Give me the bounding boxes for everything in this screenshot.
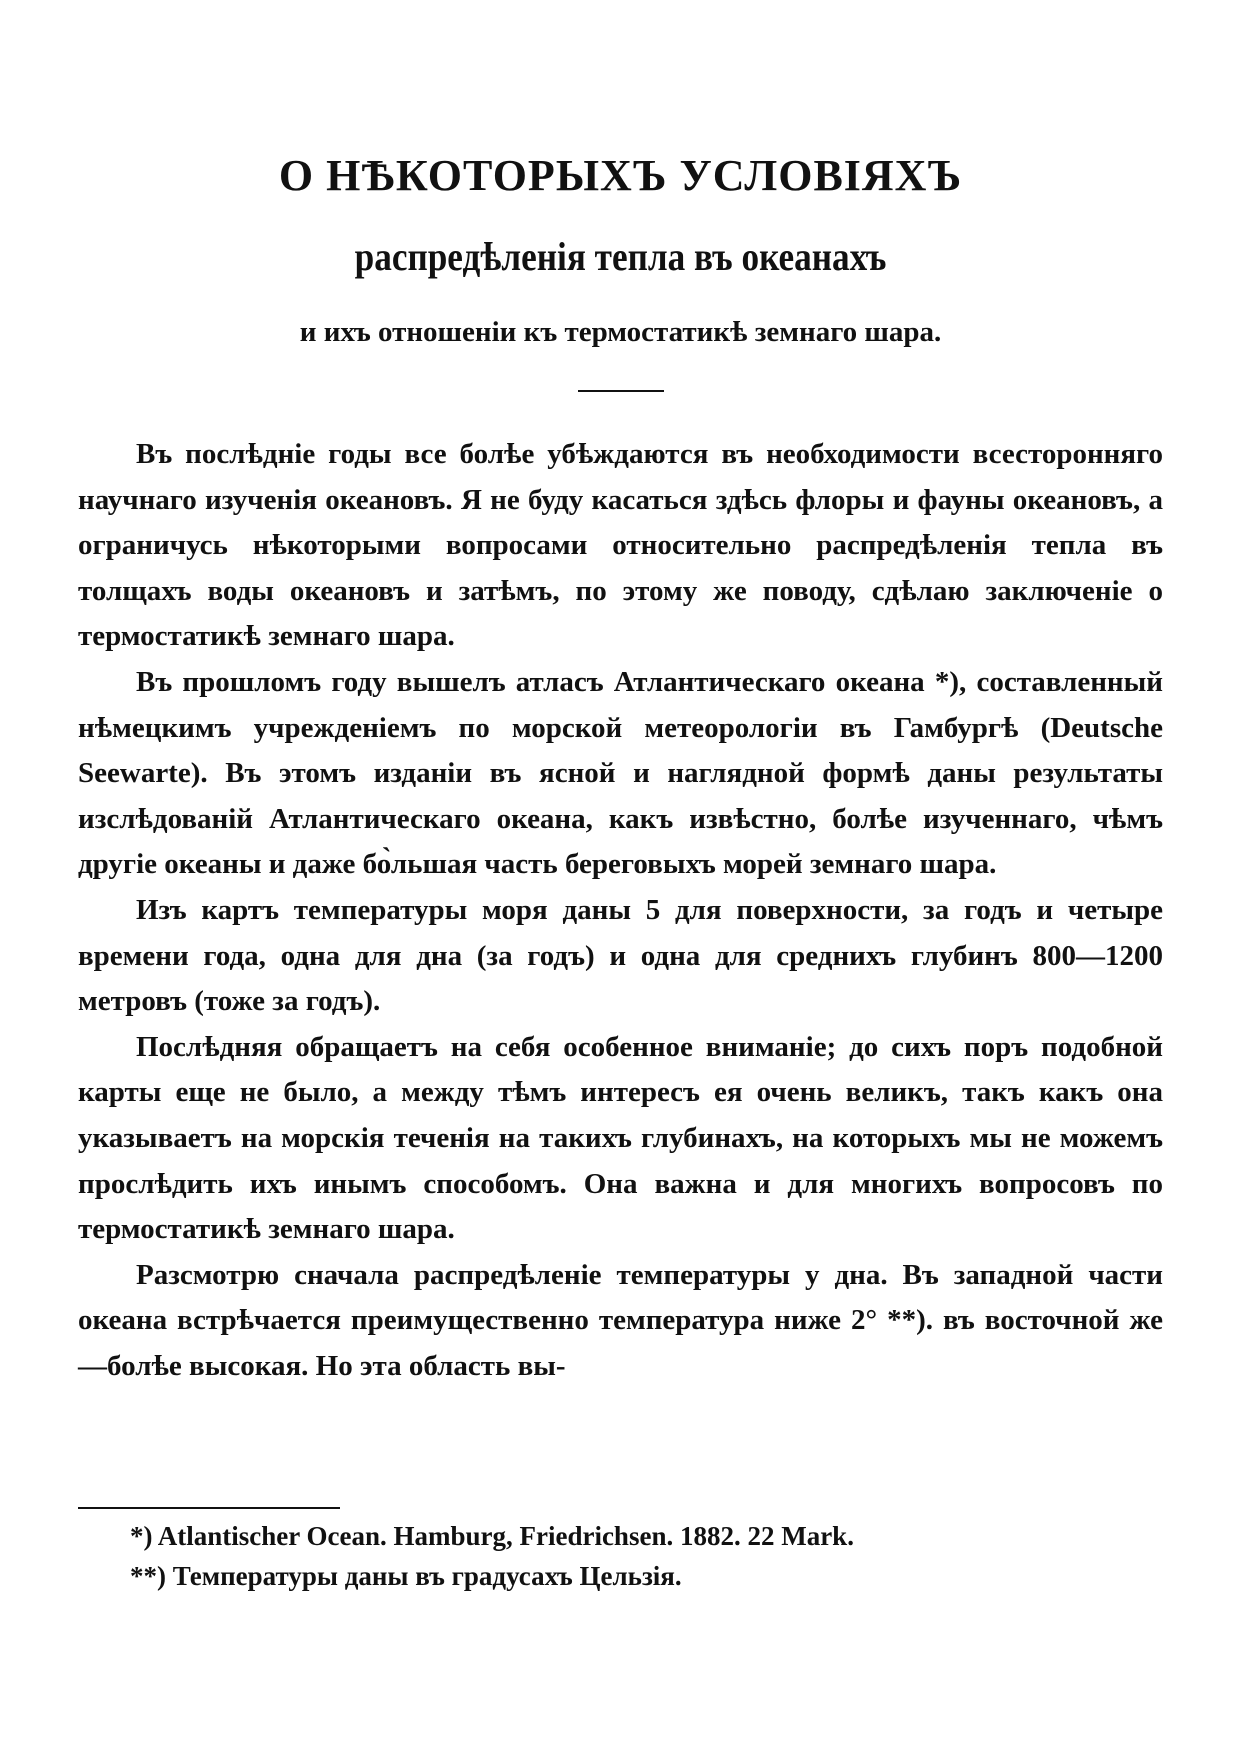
- paragraph-3: Изъ картъ температуры моря даны 5 для поверхности, за годъ и четыре времени года, одна для дна (за годъ) и одна для среднихъ глубинъ 800—1200 метровъ (тоже за годъ).: [78, 893, 1163, 1018]
- title-subtitle: распредѣленія тепла въ океанахъ: [354, 234, 887, 279]
- paragraph-2: Въ прошломъ году вышелъ атласъ Атлантическаго океана *), составленный нѣмецкимъ учрежденіемъ по морской метеорологіи въ Гамбургѣ (Deutsche Seewarte). Въ этомъ изданіи въ ясной и наглядной формѣ даны результаты изслѣдованій Атлантическаго океана, какъ извѣстно, болѣе изученнаго, чѣмъ другіе океаны и даже бо̀льшая часть береговыхъ морей земнаго шара.: [78, 665, 1163, 881]
- footnote-1: *) Atlantischer Ocean. Hamburg, Friedrichsen. 1882. 22 Mark.: [130, 1521, 854, 1551]
- article-body: [78, 432, 1163, 1389]
- paragraph-4: Послѣдняя обращаетъ на себя особенное вниманіе; до сихъ поръ подобной карты еще не было, а между тѣмъ интересъ ея очень великъ, такъ какъ она указываетъ на морскія теченія на такихъ глубинахъ, на которыхъ мы не можемъ прослѣдить ихъ инымъ способомъ. Она важна и для многихъ вопросовъ по термостатикѣ земнаго шара.: [78, 1030, 1163, 1246]
- footnotes: [130, 1516, 1130, 1596]
- paragraph-5: Разсмотрю сначала распредѣленіе температуры у дна. Въ западной части океана встрѣчается преимущественно температура ниже 2° **). въ восточной же—болѣе высокая. Но эта область вы-: [78, 1258, 1163, 1382]
- footnote-2: **) Температуры даны въ градусахъ Цельзія.: [130, 1561, 682, 1591]
- paragraph-1: Въ послѣдніе годы все болѣе убѣждаются въ необходимости всесторонняго научнаго изученія океановъ. Я не буду касаться здѣсь флоры и фауны океановъ, а ограничусь нѣкоторыми вопросами относительно распредѣленія тепла въ толщахъ воды океановъ и затѣмъ, по этому же поводу, сдѣлаю заключеніе о термостатикѣ земнаго шара.: [78, 438, 1163, 653]
- footnote-divider: [78, 1507, 340, 1509]
- title-main: О НѢКОТОРЫХЪ УСЛОВІЯХЪ: [278, 151, 963, 200]
- title-divider: [578, 390, 664, 392]
- title-subtitle-2: и ихъ отношеніи къ термостатикѣ земнаго шара.: [299, 316, 942, 348]
